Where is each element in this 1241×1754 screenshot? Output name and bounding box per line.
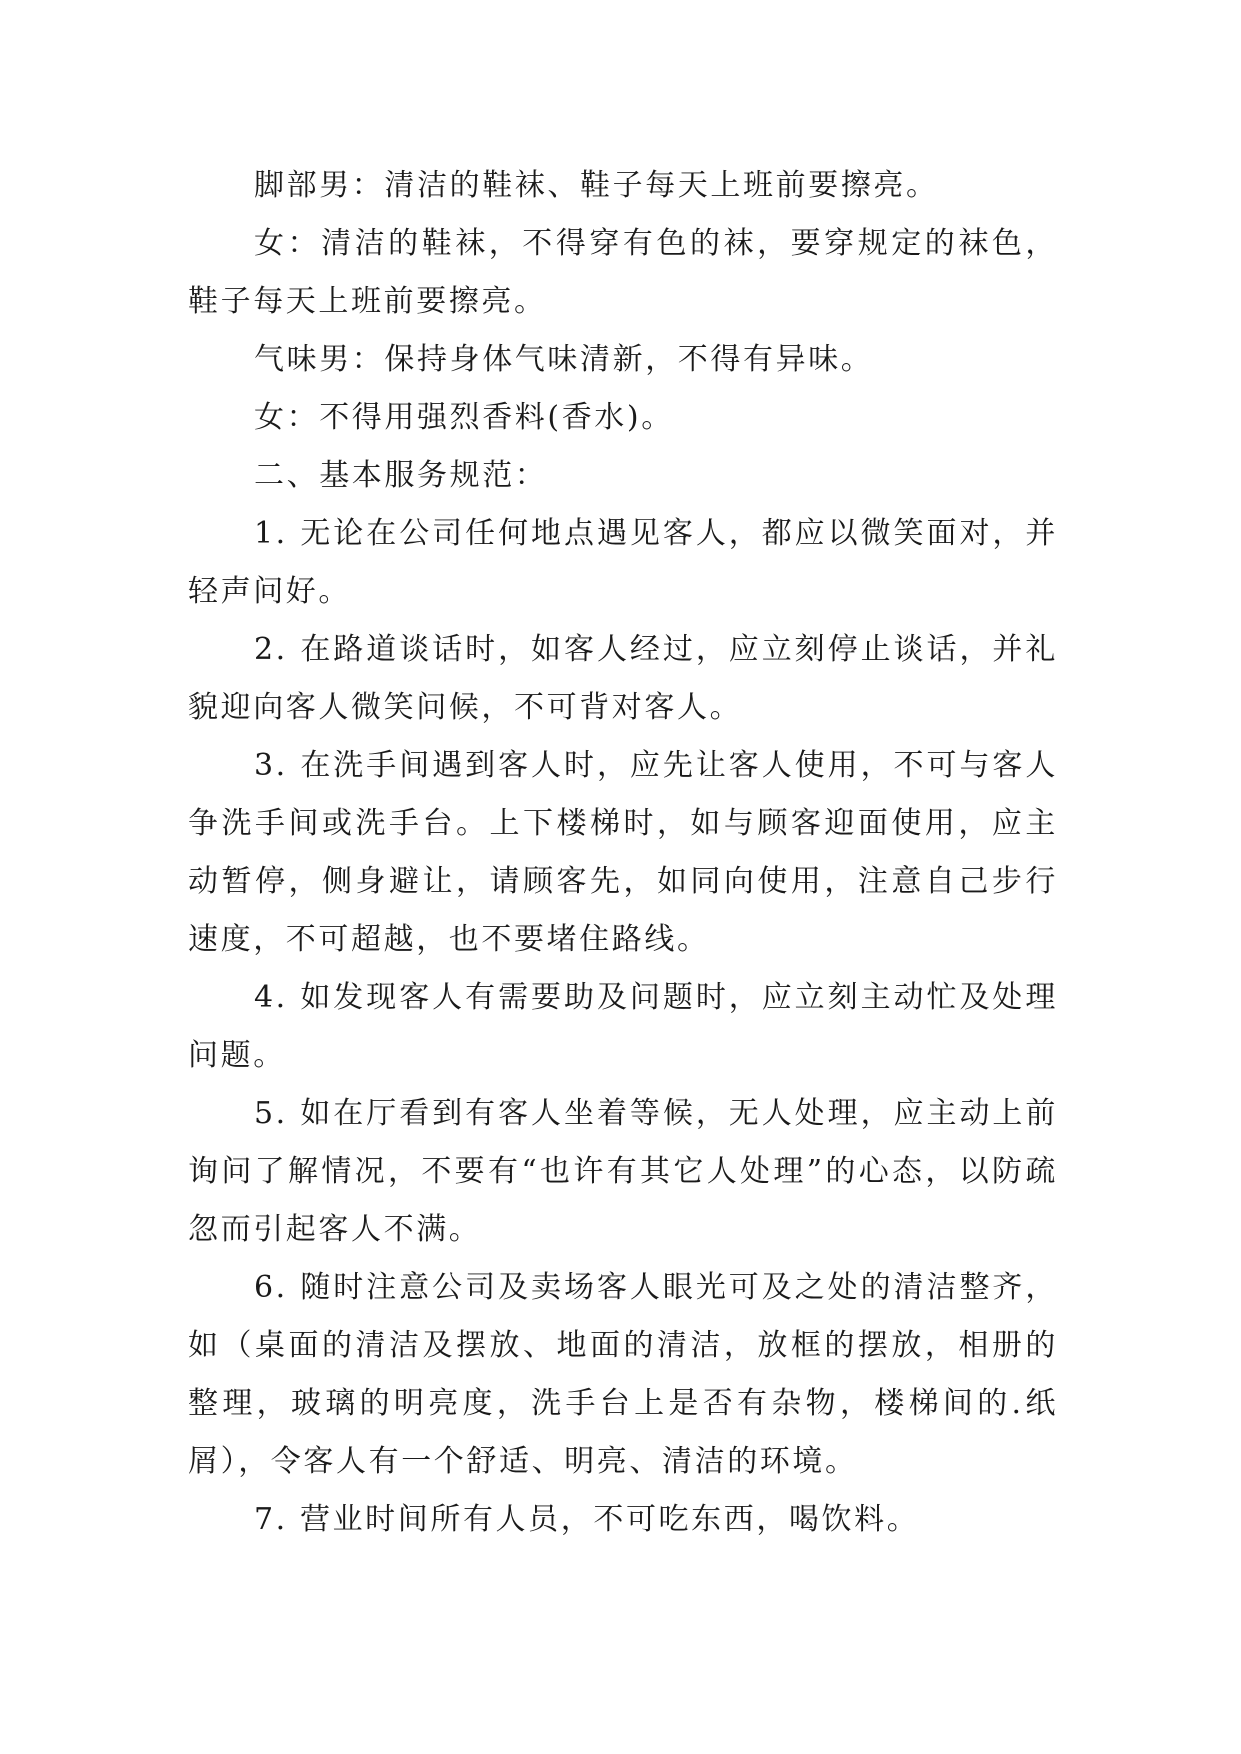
list-item-7: 7. 营业时间所有人员，不可吃东西，喝饮料。 [254, 1502, 920, 1537]
paragraph-odor-male: 气味男：保持身体气味清新，不得有异味。 [254, 342, 874, 377]
paragraph-feet-female: 女：清洁的鞋袜，不得穿有色的袜，要穿规定的袜色，鞋子每天上班前要擦亮。 [188, 226, 1058, 319]
document-body [188, 157, 1058, 1549]
paragraph-odor-female: 女：不得用强烈香料(香水)。 [254, 400, 674, 435]
paragraph-feet-male: 脚部男：清洁的鞋袜、鞋子每天上班前要擦亮。 [254, 168, 939, 203]
list-item-4: 4. 如发现客人有需要助及问题时，应立刻主动忙及处理问题。 [188, 980, 1058, 1073]
list-item-1: 1. 无论在公司任何地点遇见客人，都应以微笑面对，并轻声问好。 [188, 516, 1058, 609]
list-item-3: 3. 在洗手间遇到客人时，应先让客人使用，不可与客人争洗手间或洗手台。上下楼梯时，如与顾客迎面使用，应主动暂停，侧身避让，请顾客先，如同向使用，注意自己步行速度，不可超越，也不要堵住路线。 [188, 748, 1058, 957]
section-heading-service-standards: 二、基本服务规范： [254, 458, 548, 493]
list-item-2: 2. 在路道谈话时，如客人经过，应立刻停止谈话，并礼貌迎向客人微笑问候，不可背对客人。 [188, 632, 1058, 725]
list-item-6: 6. 随时注意公司及卖场客人眼光可及之处的清洁整齐，如（桌面的清洁及摆放、地面的清洁，放框的摆放，相册的整理，玻璃的明亮度，洗手台上是否有杂物，楼梯间的.纸屑），令客人有一个舒适、明亮、清洁的环境。 [188, 1270, 1058, 1479]
list-item-5: 5. 如在厅看到有客人坐着等候，无人处理，应主动上前询问了解情况，不要有“也许有其它人处理”的心态，以防疏忽而引起客人不满。 [188, 1096, 1058, 1247]
